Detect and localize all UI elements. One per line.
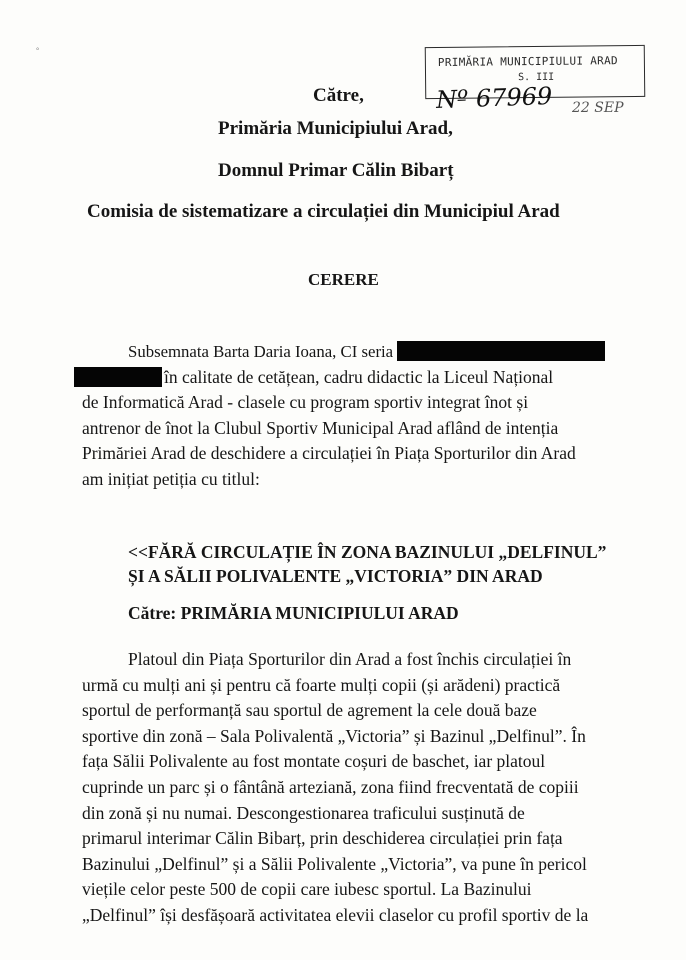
intro-line: în calitate de cetățean, cadru didactic la Liceul Național — [164, 366, 554, 387]
addressee-city-hall: Primăria Municipiului Arad, — [218, 118, 453, 139]
petition-title-line: <<FĂRĂ CIRCULAȚIE ÎN ZONA BAZINULUI „DELFINUL” — [128, 542, 607, 562]
petition-body — [82, 647, 612, 929]
body-line: Platoul din Piața Sporturilor din Arad a fost închis circulației în — [128, 649, 572, 669]
body-line: Bazinului „Delfinul” și a Sălii Polivalente „Victoria”, va pune în pericol — [82, 853, 587, 874]
stamp-section: S. III — [518, 71, 555, 84]
petition-title-line: ȘI A SĂLII POLIVALENTE „VICTORIA” DIN ARAD — [128, 566, 543, 586]
body-line: din zonă și nu numai. Descongestionarea traficului susținută de — [82, 802, 525, 823]
redaction-bar — [74, 367, 162, 387]
redaction-bar — [397, 341, 605, 361]
body-line: fața Sălii Polivalente au fost montate coșuri de baschet, iar platoul — [82, 751, 546, 772]
addressee-commission: Comisia de sistematizare a circulației din Municipiul Arad — [87, 201, 560, 222]
document-heading: CERERE — [308, 270, 379, 289]
intro-line: am inițiat petiția cu titlul: — [82, 468, 260, 489]
intro-line: Primăriei Arad de deschidere a circulației în Piața Sporturilor din Arad — [82, 443, 576, 463]
handwritten-registration-number: Nº 67969 — [435, 81, 553, 115]
intro-line: antrenor de înot la Clubul Sportiv Municipal Arad aflând de intenția — [82, 417, 559, 438]
body-line: urmă cu mulți ani și pentru că foarte mulți copii (și arădeni) practică — [82, 674, 561, 695]
body-line: sportul de performanță sau sportul de agrement la cele două baze — [82, 700, 537, 721]
addressee-mayor: Domnul Primar Călin Bibarț — [218, 160, 454, 181]
intro-line: de Informatică Arad - clasele cu program sportiv integrat înot și — [82, 392, 529, 412]
body-line: „Delfinul” își desfășoară activitatea elevii claselor cu profil sportiv de la — [82, 904, 589, 925]
petition-title — [128, 540, 606, 588]
stamp-title: PRIMĂRIA MUNICIPIULUI ARAD — [437, 54, 618, 70]
body-line: sportive din zonă – Sala Polivalentă „Victoria” și Bazinul „Delfinul”. În — [82, 725, 586, 746]
intro-line: Subsemnata Barta Daria Ioana, CI seria — [128, 342, 394, 361]
addressee-to: Către, — [313, 85, 364, 106]
body-line: viețile celor peste 500 de copii care iubesc sportul. La Bazinului — [82, 879, 532, 900]
handwritten-date: 22 SEP — [572, 100, 624, 116]
intro-paragraph — [82, 339, 606, 492]
body-line: primarul interimar Călin Bibarț, prin deschiderea circulației prin fața — [82, 828, 563, 849]
body-line: cuprinde un parc și o fântână arteziană, zona fiind frecventată de copiii — [82, 776, 579, 797]
stray-mark: ° — [36, 46, 40, 55]
petition-addressee: Către: PRIMĂRIA MUNICIPIULUI ARAD — [128, 603, 459, 623]
